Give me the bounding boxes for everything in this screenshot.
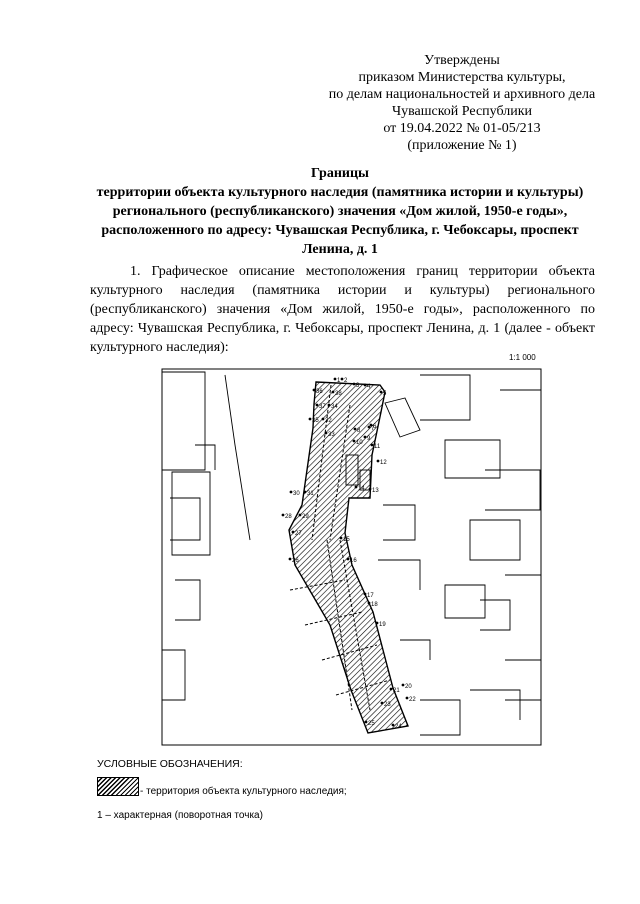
approval-line: от 19.04.2022 № 01-05/213 (383, 121, 541, 136)
corner-point-dot (332, 391, 335, 394)
corner-point-label: 18 (371, 602, 378, 608)
heading-line: территории объекта культурного наследия (памятника истории и культуры) (96, 185, 584, 200)
corner-point-dot (309, 418, 312, 421)
corner-point-label: 17 (367, 593, 374, 599)
corner-point-label: 38 (335, 391, 342, 397)
corner-point-label: 11 (374, 444, 381, 450)
corner-point-label: 34 (331, 404, 338, 410)
corner-point-label: 20 (405, 684, 412, 690)
corner-point-dot (325, 432, 328, 435)
corner-point-label: 37 (319, 404, 326, 410)
corner-point-dot (368, 426, 371, 429)
corner-point-label: 6 (373, 424, 377, 430)
corner-point-label: 24 (395, 724, 402, 730)
corner-point-label: 10 (356, 440, 363, 446)
corner-point-dot (340, 537, 343, 540)
corner-point-dot (290, 491, 293, 494)
approval-line: приказом Министерства культуры, (358, 70, 566, 85)
corner-point-label: 22 (409, 697, 416, 703)
approval-block (300, 52, 624, 154)
corner-point-dot (365, 721, 368, 724)
corner-point-label: 28 (285, 514, 292, 520)
corner-point-label: 23 (384, 702, 391, 708)
corner-point-label: 13 (372, 488, 379, 494)
corner-point-dot (292, 531, 295, 534)
corner-point-label: 29 (302, 514, 309, 520)
corner-point-dot (328, 404, 331, 407)
approval-line: (приложение № 1) (407, 138, 517, 153)
corner-point-dot (353, 440, 356, 443)
corner-point-dot (402, 684, 405, 687)
corner-point-label: 14 (358, 486, 365, 492)
corner-point-label: 31 (307, 491, 314, 497)
corner-point-dot (368, 602, 371, 605)
corner-point-dot (282, 514, 285, 517)
corner-point-label: 19 (379, 622, 386, 628)
corner-point-label: 4 (367, 384, 371, 390)
corner-point-dot (316, 404, 319, 407)
corner-point-dot (364, 436, 367, 439)
corner-point-dot (347, 558, 350, 561)
corner-point-dot (406, 697, 409, 700)
corner-point-dot (371, 444, 374, 447)
corner-point-label: 15 (343, 537, 350, 543)
corner-point-label: 27 (295, 531, 302, 537)
corner-point-label: 8 (357, 428, 361, 434)
corner-point-dot (376, 622, 379, 625)
corner-point-dot (380, 391, 383, 394)
corner-point-label: 1 (337, 378, 341, 384)
corner-point-label: 32 (325, 418, 332, 424)
corner-point-dot (377, 460, 380, 463)
map-scale: 1:1 000 (509, 353, 536, 362)
corner-point-dot (322, 418, 325, 421)
corner-point-label: 16 (350, 558, 357, 564)
corner-point-dot (390, 688, 393, 691)
heading-line: регионального (республиканского) значения «Дом жилой, 1950-е годы», (112, 204, 568, 219)
corner-point-dot (299, 514, 302, 517)
corner-point-dot (369, 488, 372, 491)
corner-point-label: 21 (393, 688, 400, 694)
boundary-map (161, 368, 542, 746)
corner-point-dot (334, 378, 337, 381)
corner-point-label: 35 (312, 418, 319, 424)
corner-point-dot (289, 558, 292, 561)
corner-point-dot (353, 383, 356, 386)
legend-point-label: 1 – характерная (поворотная точка) (97, 810, 263, 821)
corner-point-dot (354, 428, 357, 431)
corner-point-label: 5 (383, 391, 387, 397)
corner-point-dot (381, 702, 384, 705)
heading-line: расположенного по адресу: Чувашская Республика, г. Чебоксары, проспект (101, 223, 579, 238)
corner-point-label: 26 (292, 558, 299, 564)
legend-title: УСЛОВНЫЕ ОБОЗНАЧЕНИЯ: (97, 758, 243, 770)
corner-point-label: 2 (344, 378, 348, 384)
corner-point-label: 9 (367, 436, 371, 442)
corner-point-label: 30 (293, 491, 300, 497)
corner-point-label: 36 (316, 389, 323, 395)
approval-line: Утверждены (424, 53, 500, 68)
document-heading (80, 164, 600, 259)
corner-point-dot (355, 486, 358, 489)
corner-point-label: 3 (356, 383, 360, 389)
corner-point-dot (304, 491, 307, 494)
approval-line: по делам национальностей и архивного дела (328, 87, 596, 102)
description-paragraph: 1. Графическое описание местоположения границ территории объекта культурного наследия (памятника истории и культуры) регионального (республиканского) значения «Дом жилой, 1950-е годы», расположенного по адресу: Чувашская Республика, г. Чебоксары, проспект Ленина, д. 1 (далее - объект культурного наследия): (90, 264, 595, 355)
corner-point-dot (341, 378, 344, 381)
corner-point-label: 12 (380, 460, 387, 466)
legend-territory-label: - территория объекта культурного наследия; (140, 786, 347, 797)
heading-line: Ленина, д. 1 (302, 242, 378, 257)
corner-point-dot (364, 384, 367, 387)
corner-point-dot (313, 389, 316, 392)
approval-line: Чувашской Республики (391, 104, 533, 119)
corner-point-label: 25 (368, 721, 375, 727)
heading-line: Границы (311, 166, 369, 181)
corner-point-label: 33 (328, 432, 335, 438)
corner-point-label: 7 (371, 426, 375, 432)
corner-point-dot (392, 724, 395, 727)
legend-hatch-swatch (97, 777, 139, 796)
corner-point-dot (364, 593, 367, 596)
